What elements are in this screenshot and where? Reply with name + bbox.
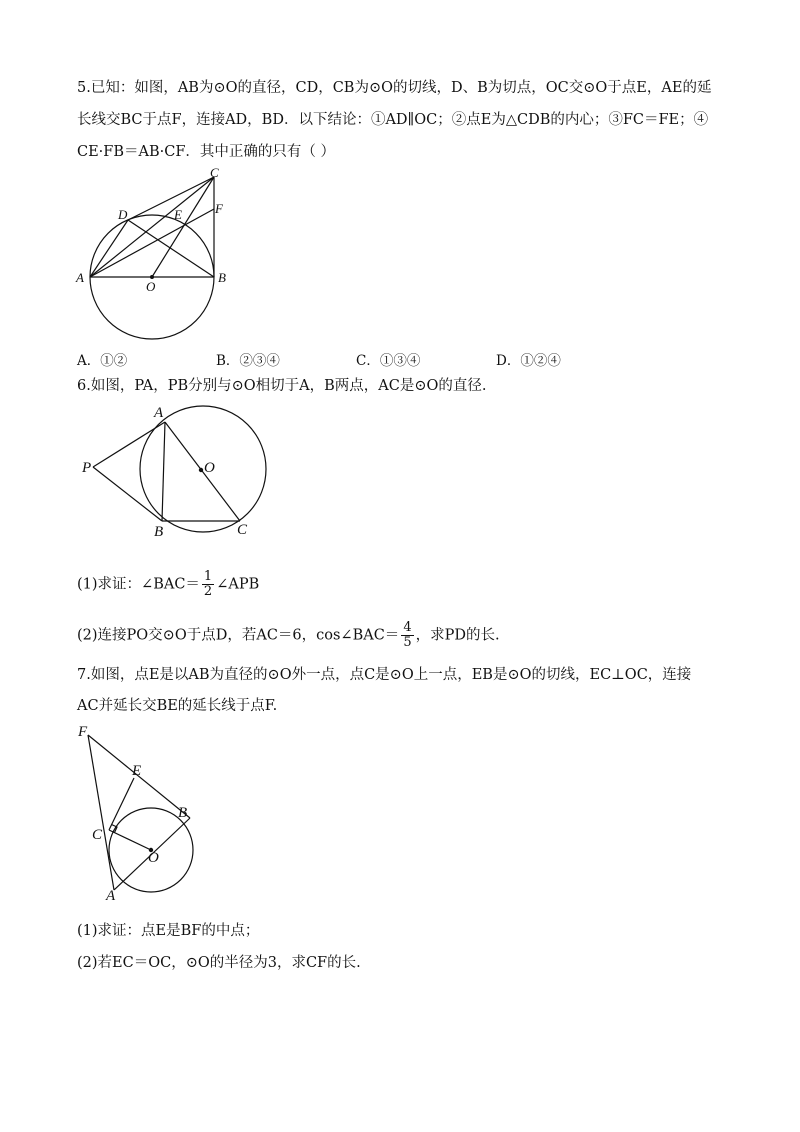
q5-label-O: O xyxy=(146,279,156,294)
q7-label-O: O xyxy=(148,850,159,866)
q6-part1-suffix: ∠APB xyxy=(216,576,260,593)
q5-option-c: C．①③④ xyxy=(356,353,421,369)
q7-stem-line2: AC并延长交BE的延长线于点F. xyxy=(77,698,278,714)
q5-stem-line1: 5.已知：如图，AB为⊙O的直径，CD，CB为⊙O的切线，D、B为切点，OC交⊙O于点E，AE的延 xyxy=(77,80,712,96)
q5-option-b: B．②③④ xyxy=(216,353,280,369)
q7-segment-EC xyxy=(109,778,134,830)
q6-part2-fraction xyxy=(401,621,413,650)
q5-stem-line2: 长线交BC于点F，连接AD，BD．以下结论：①AD∥OC；②点E为△CDB的内心；③FC＝FE；④ xyxy=(77,112,709,128)
q6-part1-fraction xyxy=(202,570,214,599)
q5-segment-AF xyxy=(90,209,214,277)
q6-stem: 6.如图，PA，PB分别与⊙O相切于A，B两点，AC是⊙O的直径. xyxy=(77,378,487,394)
q6-part2-numerator: 4 xyxy=(403,620,412,635)
q7-segment-CO xyxy=(109,830,151,850)
q6-label-C: C xyxy=(237,522,248,538)
q7-label-E: E xyxy=(132,763,142,779)
q5-label-C: C xyxy=(210,165,219,180)
q6-part2-suffix: ，求PD的长. xyxy=(415,627,500,644)
q7-label-C: C xyxy=(92,827,103,843)
q7-figure xyxy=(72,720,202,900)
q5-option-d: D．①②④ xyxy=(496,353,561,369)
q6-figure xyxy=(78,400,278,545)
q7-part2: (2)若EC＝OC，⊙O的半径为3，求CF的长. xyxy=(77,955,361,971)
q7-part1: (1)求证：点E是BF的中点； xyxy=(77,923,260,939)
q7-label-F: F xyxy=(78,724,88,740)
q7-label-A: A xyxy=(106,888,116,900)
q6-label-O: O xyxy=(204,460,215,476)
q6-segment-PA xyxy=(93,422,165,467)
q6-label-B: B xyxy=(154,524,164,540)
q5-segment-AC xyxy=(90,177,214,277)
q6-part2-denominator: 5 xyxy=(403,635,412,650)
q5-segment-AD xyxy=(90,220,128,277)
q6-label-P: P xyxy=(82,460,92,476)
q5-label-F: F xyxy=(215,201,223,216)
q5-label-E: E xyxy=(174,207,182,222)
q5-stem-line3: CE·FB＝AB·CF．其中正确的只有（ ） xyxy=(77,144,336,160)
q6-part1-numerator: 1 xyxy=(203,569,213,584)
q7-stem-line1: 7.如图，点E是以AB为直径的⊙O外一点，点C是⊙O上一点，EB是⊙O的切线，EC⊥OC，连接 xyxy=(77,667,692,683)
q6-label-A: A xyxy=(154,405,164,421)
q5-figure xyxy=(70,165,240,340)
q6-part1 xyxy=(77,570,259,599)
q6-part1-denominator: 2 xyxy=(203,584,213,599)
q5-label-B: B xyxy=(218,270,226,285)
q6-segment-PB xyxy=(93,467,162,521)
q7-segment-FA xyxy=(88,735,114,890)
q5-label-A: A xyxy=(76,270,84,285)
q6-part2 xyxy=(77,621,500,650)
q6-segment-AB xyxy=(162,422,165,521)
q6-point-O xyxy=(199,468,203,472)
q6-part1-prefix: (1)求证：∠BAC＝ xyxy=(77,576,200,593)
q6-circle xyxy=(140,406,266,532)
q5-label-D: D xyxy=(118,207,128,222)
q7-label-B: B xyxy=(178,805,188,821)
q5-option-a: A．①② xyxy=(77,353,128,369)
q6-part2-prefix: (2)连接PO交⊙O于点D，若AC＝6，cos∠BAC＝ xyxy=(77,627,400,644)
